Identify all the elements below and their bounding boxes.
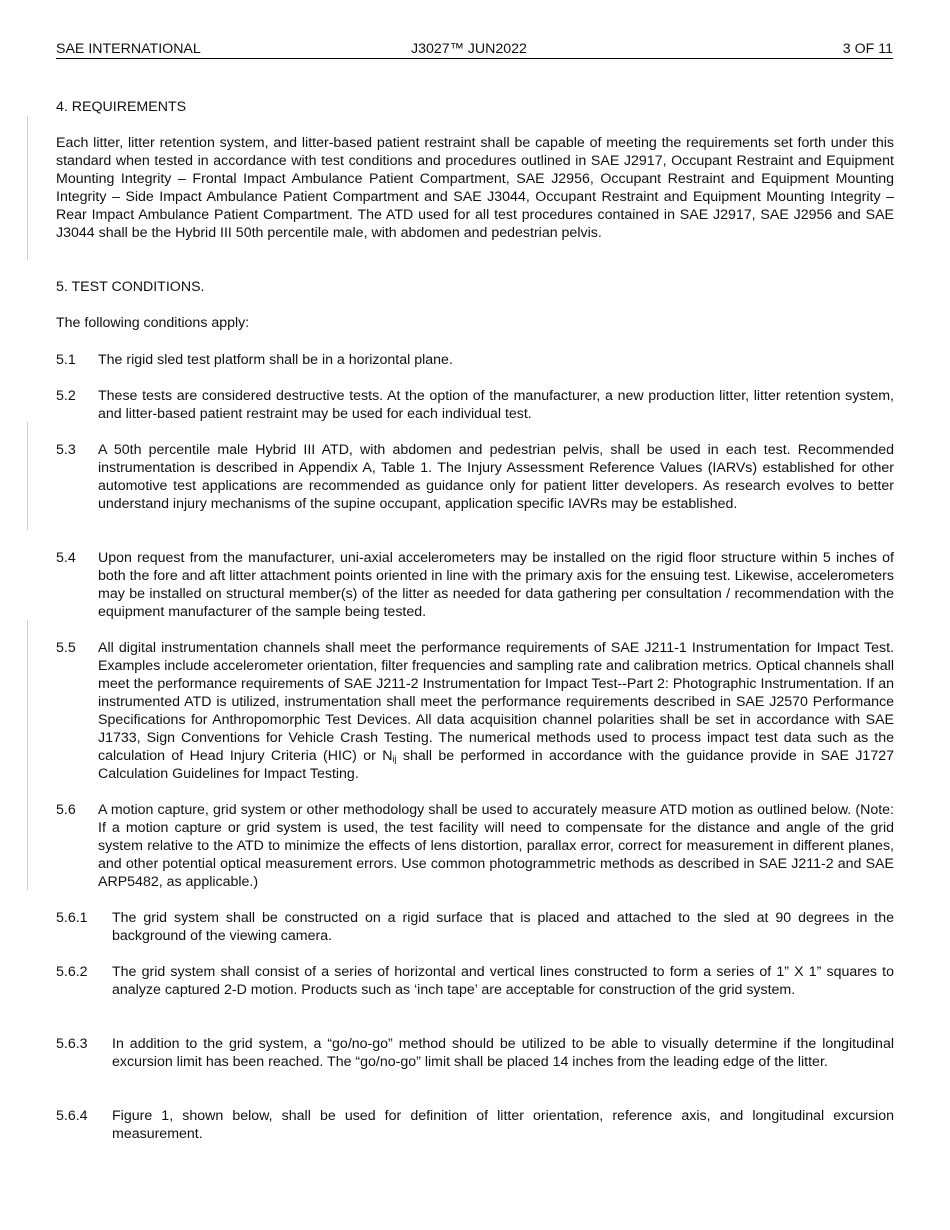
clause-text: These tests are considered destructive tests. At the option of the manufacturer, a new production litter, litter retention system, and litter-based patient restraint may be used for each individual test. xyxy=(98,388,894,422)
section-4-heading: 4. REQUIREMENTS xyxy=(56,99,187,115)
clause-number: 5.1 xyxy=(56,352,76,368)
header-document-id: J3027™ JUN2022 xyxy=(411,41,527,57)
clause-text: The grid system shall be constructed on a rigid surface that is placed and attached to the sled at 90 degrees in the background of the viewing camera. xyxy=(112,910,894,944)
clause-number: 5.6.3 xyxy=(56,1036,88,1052)
header-page-number: 3 OF 11 xyxy=(842,41,893,57)
clause-text: A motion capture, grid system or other methodology shall be used to accurately measure ATD motion as outlined below. (Note: If a motion capture or grid system is used, the test facility will need to compensate for the distance and angle of the grid system relative to the ATD to minimize the effects of lens distortion, parallax error, correct for measurement in different planes, and other potential optical measurement errors. Use common photogrammetric methods as described in SAE J211-2 and SAE ARP5482, as applicable.) xyxy=(98,802,894,890)
revision-change-bar xyxy=(27,620,28,890)
clause-text: The grid system shall consist of a series of horizontal and vertical lines constructed to form a series of 1” X 1” squares to analyze captured 2-D motion. Products such as ‘inch tape’ are acceptable for construction of the grid system. xyxy=(112,964,894,998)
clause-5-3 xyxy=(56,441,894,513)
clause-5-5 xyxy=(56,639,894,783)
page-header xyxy=(56,40,893,59)
revision-change-bar xyxy=(27,422,28,530)
clause-text: Upon request from the manufacturer, uni-axial accelerometers may be installed on the rigid floor structure within 5 inches of both the fore and aft litter attachment points oriented in line with the primary axis for the ensuing test. Likewise, accelerometers may be installed on structural member(s) of the litter as needed for data gathering per consultation / recommendation with the equipment manufacturer of the sample being tested. xyxy=(98,550,894,620)
clause-5-6-1 xyxy=(56,909,894,945)
revision-change-bar xyxy=(27,116,28,260)
clause-5-6-2 xyxy=(56,963,894,999)
clause-number: 5.3 xyxy=(56,442,76,458)
subscript-ij: ij xyxy=(392,754,397,764)
clause-5-6 xyxy=(56,801,894,891)
clause-text-part: shall be performed in accordance with the guidance provide in SAE J1727 Calculation Guidelines for Impact Testing. xyxy=(98,748,894,782)
section-5-heading: 5. TEST CONDITIONS. xyxy=(56,279,205,295)
clause-number: 5.6.2 xyxy=(56,964,88,980)
clause-text: The rigid sled test platform shall be in a horizontal plane. xyxy=(98,352,453,368)
clause-number: 5.6 xyxy=(56,802,76,818)
clause-text: Figure 1, shown below, shall be used for definition of litter orientation, reference axis, and longitudinal excursion measurement. xyxy=(112,1108,894,1142)
clause-text xyxy=(98,639,894,783)
header-organization: SAE INTERNATIONAL xyxy=(56,41,201,57)
clause-text-part: All digital instrumentation channels shall meet the performance requirements of SAE J211-1 Instrumentation for Impact Test. Examples include accelerometer orientation, filter frequencies and sampling rate and calibration metrics. Optical channels shall meet the performance requirements of SAE J211-2 Instrumentation for Impact Test--Part 2: Photographic Instrumentation. If an instrumented ATD is utilized, instrumentation shall meet the performance requirements described in SAE J2570 Performance Specifications for Anthropomorphic Test Devices. All data acquisition channel polarities shall be set in accordance with SAE J1733, Sign Conventions for Vehicle Crash Testing. The numerical methods used to process impact test data such as the calculation of Head Injury Criteria (HIC) or N xyxy=(98,640,894,764)
clause-number: 5.6.1 xyxy=(56,910,88,926)
clause-5-4 xyxy=(56,549,894,621)
clause-number: 5.4 xyxy=(56,550,76,566)
clause-number: 5.6.4 xyxy=(56,1108,88,1124)
section-5-intro: The following conditions apply: xyxy=(56,315,250,331)
clause-text: In addition to the grid system, a “go/no-go” method should be utilized to be able to visually determine if the longitudinal excursion limit has been reached. The “go/no-go” limit shall be placed 14 inches from the leading edge of the litter. xyxy=(112,1036,894,1070)
clause-5-1 xyxy=(56,351,894,369)
clause-5-6-4 xyxy=(56,1107,894,1143)
clause-number: 5.2 xyxy=(56,388,76,404)
clause-5-2 xyxy=(56,387,894,423)
section-4-paragraph: Each litter, litter retention system, and litter-based patient restraint shall be capable of meeting the requirements set forth under this standard when tested in accordance with test conditions and procedures outlined in SAE J2917, Occupant Restraint and Equipment Mounting Integrity – Frontal Impact Ambulance Patient Compartment, SAE J2956, Occupant Restraint and Equipment Mounting Integrity – Side Impact Ambulance Patient Compartment and SAE J3044, Occupant Restraint and Equipment Mounting Integrity – Rear Impact Ambulance Patient Compartment. The ATD used for all test procedures contained in SAE J2917, SAE J2956 and SAE J3044 shall be the Hybrid III 50th percentile male, with abdomen and pedestrian pelvis. xyxy=(56,135,894,241)
clause-5-6-3 xyxy=(56,1035,894,1071)
clause-text: A 50th percentile male Hybrid III ATD, with abdomen and pedestrian pelvis, shall be used in each test. Recommended instrumentation is described in Appendix A, Table 1. The Injury Assessment Reference Values (IARVs) established for other automotive test applications are recommended as guidance only for patient litter developers. As research evolves to better understand injury mechanisms of the supine occupant, application specific IAVRs may be established. xyxy=(98,442,894,512)
clause-number: 5.5 xyxy=(56,640,76,656)
